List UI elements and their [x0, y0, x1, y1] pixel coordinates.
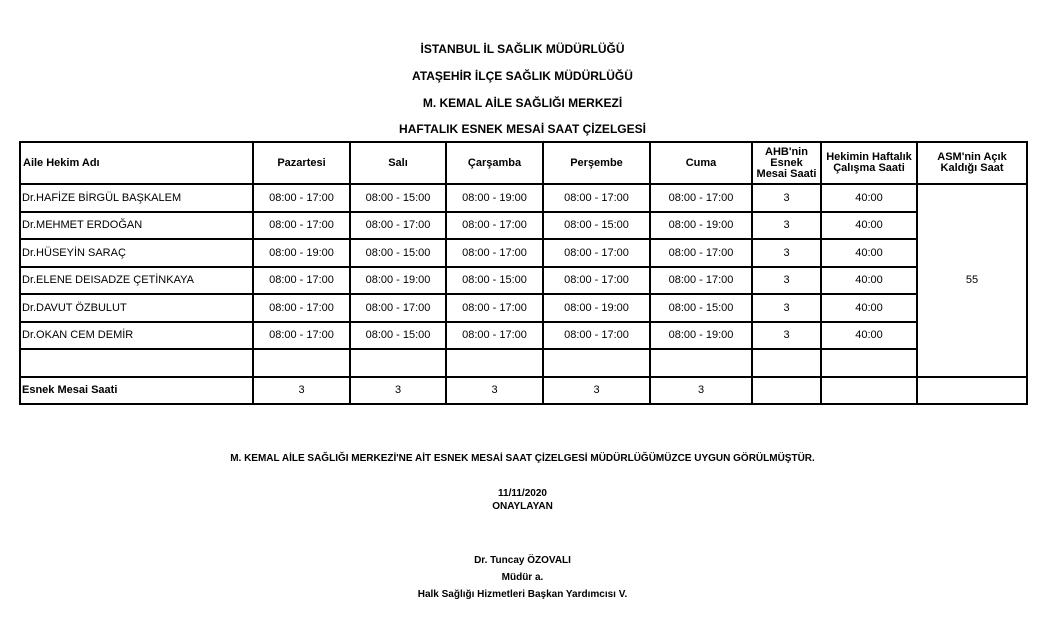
table-row: [20, 294, 1027, 322]
empty-cell: [350, 349, 446, 377]
thursday-hours: 08:00 - 19:00: [543, 294, 650, 322]
tuesday-hours: 08:00 - 15:00: [350, 322, 446, 350]
tuesday-hours: 08:00 - 19:00: [350, 267, 446, 295]
friday-hours: 08:00 - 17:00: [650, 239, 752, 267]
wednesday-hours: 08:00 - 17:00: [446, 239, 543, 267]
col-header-tuesday: Salı: [350, 142, 446, 184]
empty-cell: [446, 349, 543, 377]
wednesday-hours: 08:00 - 17:00: [446, 212, 543, 240]
ahb-flex-hours: 3: [752, 184, 821, 212]
flex-hours-total-label: Esnek Mesai Saati: [20, 377, 253, 405]
monday-hours: 08:00 - 17:00: [253, 322, 350, 350]
col-header-ahb-line-3: Mesai Saati: [756, 167, 817, 180]
ahb-flex-hours: 3: [752, 267, 821, 295]
approval-statement: M. KEMAL AİLE SAĞLIĞI MERKEZİ'NE AİT ESNEK MESAİ SAAT ÇİZELGESİ MÜDÜRLÜĞÜMÜZCE UYGUN GÖRÜLMÜŞTÜR.: [230, 453, 815, 464]
col-header-monday: Pazartesi: [253, 142, 350, 184]
col-header-friday: Cuma: [650, 142, 752, 184]
weekly-hours: 40:00: [821, 184, 917, 212]
ahb-flex-hours: 3: [752, 322, 821, 350]
monday-hours: 08:00 - 19:00: [253, 239, 350, 267]
weekly-hours: 40:00: [821, 239, 917, 267]
col-header-asm-line-2: Kaldığı Saat: [940, 162, 1004, 174]
signer-title: Müdür a.: [501, 572, 544, 583]
approval-date: 11/11/2020: [498, 488, 547, 499]
empty-table-row: [20, 349, 1027, 377]
wednesday-hours: 08:00 - 17:00: [446, 322, 543, 350]
wednesday-hours: 08:00 - 19:00: [446, 184, 543, 212]
monday-hours: 08:00 - 17:00: [253, 294, 350, 322]
tuesday-hours: 08:00 - 17:00: [350, 294, 446, 322]
monday-hours: 08:00 - 17:00: [253, 184, 350, 212]
table-row: [20, 212, 1027, 240]
thursday-hours: 08:00 - 17:00: [543, 267, 650, 295]
approver-label: ONAYLAYAN: [492, 501, 553, 512]
friday-flex-total: 3: [650, 377, 752, 405]
header-line-3: M. KEMAL AİLE SAĞLIĞI MERKEZİ: [422, 96, 623, 110]
empty-cell: [253, 349, 350, 377]
table-row: [20, 184, 1027, 212]
tuesday-hours: 08:00 - 15:00: [350, 239, 446, 267]
wednesday-hours: 08:00 - 15:00: [446, 267, 543, 295]
monday-flex-total: 3: [253, 377, 350, 405]
schedule-table: [19, 141, 1028, 405]
col-header-weekly-line-1: Hekimin Haftalık: [826, 151, 912, 163]
col-header-ahb-line-2: Esnek: [770, 156, 803, 169]
friday-hours: 08:00 - 17:00: [650, 184, 752, 212]
col-header-name: Aile Hekim Adı: [20, 142, 253, 184]
weekly-hours: 40:00: [821, 294, 917, 322]
wednesday-flex-total: 3: [446, 377, 543, 405]
tuesday-hours: 08:00 - 17:00: [350, 212, 446, 240]
empty-cell: [650, 349, 752, 377]
tuesday-flex-total: 3: [350, 377, 446, 405]
col-header-weekly-hours: [821, 142, 917, 184]
empty-cell: [20, 349, 253, 377]
friday-hours: 08:00 - 19:00: [650, 322, 752, 350]
doctor-name: Dr.HAFİZE BİRGÜL BAŞKALEM: [20, 184, 253, 212]
ahb-flex-hours: 3: [752, 239, 821, 267]
table-header-row: [20, 142, 1027, 184]
header-line-2: ATAŞEHİR İLÇE SAĞLIK MÜDÜRLÜĞÜ: [412, 69, 633, 83]
empty-cell: [543, 349, 650, 377]
ahb-flex-hours: 3: [752, 212, 821, 240]
col-header-ahb-line-1: AHB'nin: [765, 145, 808, 158]
doctor-name: Dr.DAVUT ÖZBULUT: [20, 294, 253, 322]
col-header-wednesday: Çarşamba: [446, 142, 543, 184]
thursday-hours: 08:00 - 17:00: [543, 184, 650, 212]
signer-position: Halk Sağlığı Hizmetleri Başkan Yardımcısı V.: [417, 589, 628, 600]
thursday-flex-total: 3: [543, 377, 650, 405]
weekly-hours: 40:00: [821, 212, 917, 240]
asm-open-hours: 55: [917, 184, 1027, 377]
signer-name: Dr. Tuncay ÖZOVALI: [474, 555, 571, 566]
header-line-1: İSTANBUL İL SAĞLIK MÜDÜRLÜĞÜ: [420, 42, 625, 56]
table-row: [20, 267, 1027, 295]
tuesday-hours: 08:00 - 15:00: [350, 184, 446, 212]
thursday-hours: 08:00 - 17:00: [543, 322, 650, 350]
col-header-asm-line-1: ASM'nin Açık: [937, 151, 1007, 163]
document-title: HAFTALIK ESNEK MESAİ SAAT ÇİZELGESİ: [399, 122, 646, 136]
empty-cell: [821, 349, 917, 377]
doctor-name: Dr.OKAN CEM DEMİR: [20, 322, 253, 350]
col-header-ahb-flex-hours: [752, 142, 821, 184]
thursday-hours: 08:00 - 17:00: [543, 239, 650, 267]
table-row: [20, 239, 1027, 267]
weekly-hours: 40:00: [821, 322, 917, 350]
empty-cell: [821, 377, 917, 405]
monday-hours: 08:00 - 17:00: [253, 212, 350, 240]
wednesday-hours: 08:00 - 17:00: [446, 294, 543, 322]
col-header-thursday: Perşembe: [543, 142, 650, 184]
col-header-asm-open-hours: [917, 142, 1027, 184]
doctor-name: Dr.HÜSEYİN SARAÇ: [20, 239, 253, 267]
friday-hours: 08:00 - 15:00: [650, 294, 752, 322]
weekly-hours: 40:00: [821, 267, 917, 295]
col-header-weekly-line-2: Çalışma Saati: [833, 162, 905, 174]
table-row: [20, 322, 1027, 350]
flex-hours-total-row: [20, 377, 1027, 405]
empty-cell: [752, 377, 821, 405]
thursday-hours: 08:00 - 15:00: [543, 212, 650, 240]
empty-cell: [752, 349, 821, 377]
monday-hours: 08:00 - 17:00: [253, 267, 350, 295]
friday-hours: 08:00 - 17:00: [650, 267, 752, 295]
friday-hours: 08:00 - 19:00: [650, 212, 752, 240]
doctor-name: Dr.ELENE DEISADZE ÇETİNKAYA: [20, 267, 253, 295]
ahb-flex-hours: 3: [752, 294, 821, 322]
doctor-name: Dr.MEHMET ERDOĞAN: [20, 212, 253, 240]
